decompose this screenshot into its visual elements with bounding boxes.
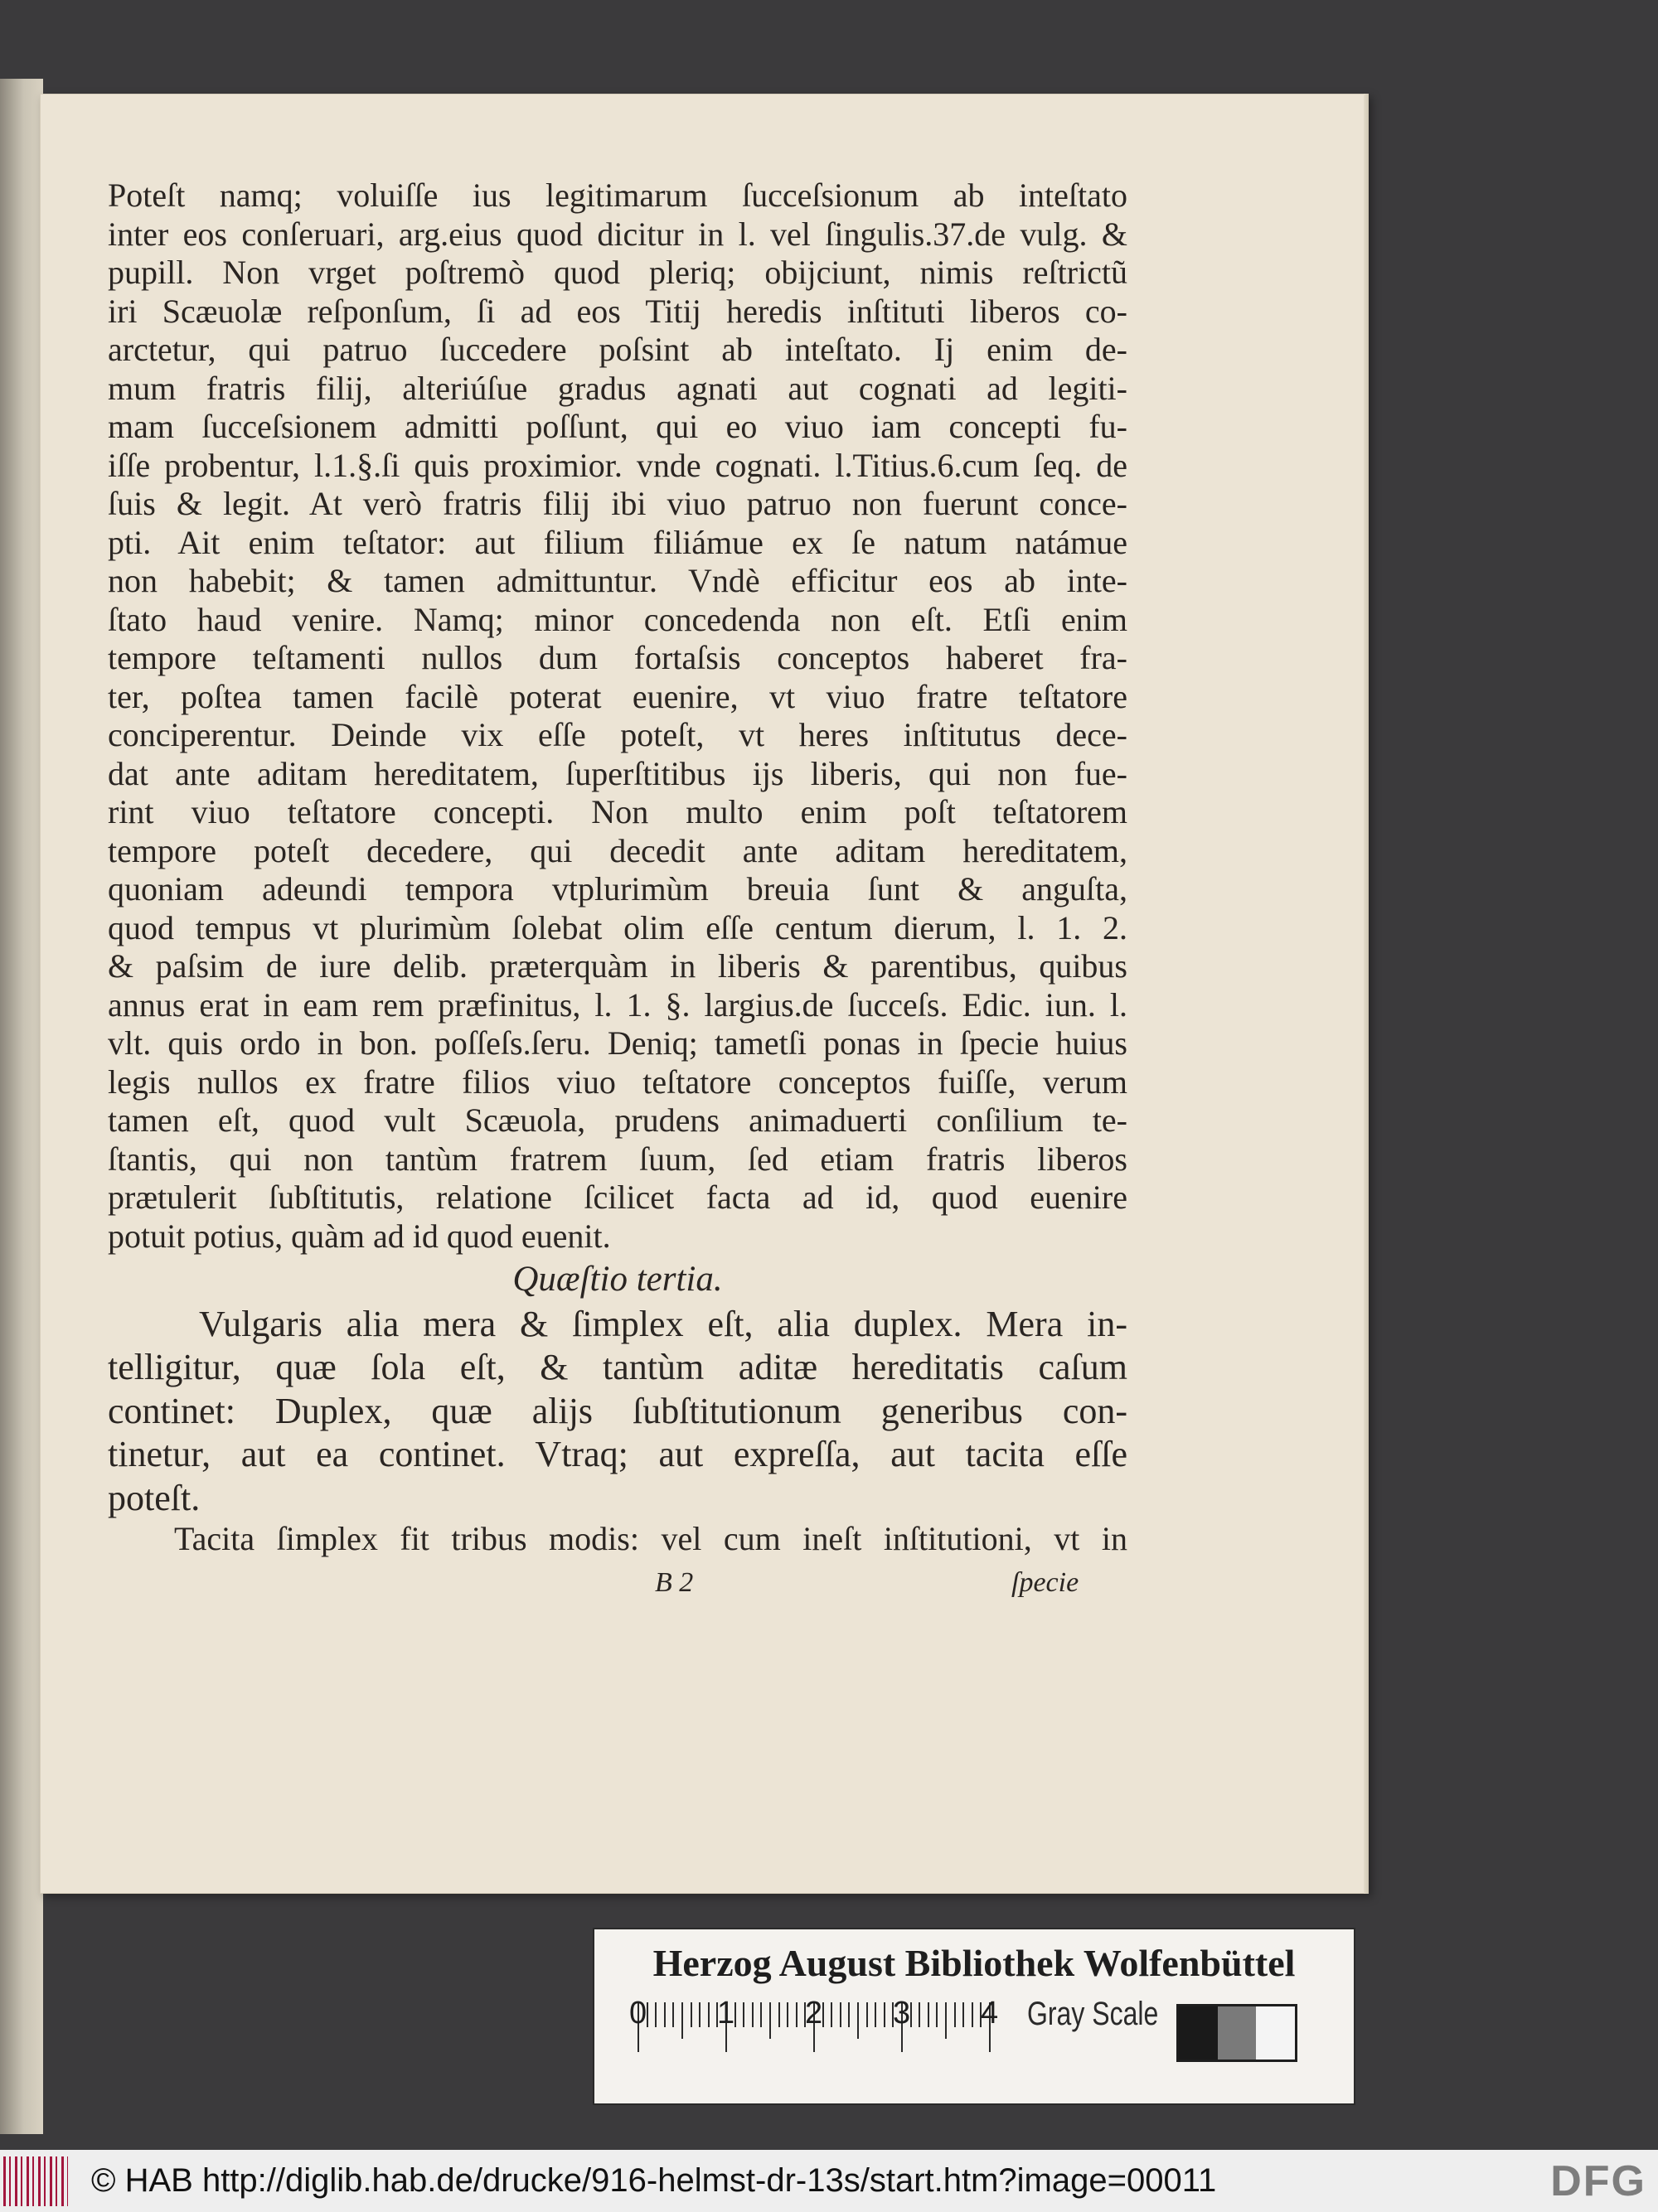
text-line: iſſe probentur, l.1.§.ſi quis proximior. vnde cognati. l.Titius.6.cum ſeq. de — [108, 446, 1127, 484]
footer-bar — [0, 2150, 1658, 2212]
text-line: pupill. Non vrget poſtremò quod pleriq; obijciunt, nimis reſtrictũ — [108, 254, 1127, 291]
text-line: telligitur, quæ ſola eſt, & tantùm aditæ hereditatis caſum — [108, 1347, 1127, 1387]
signature-mark: B 2 — [655, 1567, 694, 1598]
ruler-tick — [760, 2002, 762, 2027]
text-line: quoniam adeundi tempora vtplurimùm breuia ſunt & anguſta, — [108, 870, 1127, 908]
text-line: prætulerit ſubſtitutis, relatione ſcilicet facta ad id, quod euenire — [108, 1179, 1127, 1216]
text-line: annus erat in eam rem præfinitus, l. 1. §. largius.de ſucceſs. Edic. iun. l. — [108, 985, 1127, 1024]
ruler-tick — [954, 2002, 956, 2027]
text-line: non habebit; & tamen admittuntur. Vndè efficitur eos ab inte- — [108, 562, 1127, 599]
text-line: Vulgaris alia mera & ſimplex eſt, alia duplex. Mera in- — [199, 1303, 1127, 1344]
ruler-tick — [787, 2002, 788, 2027]
gray-scale-swatches — [1176, 2004, 1297, 2062]
ruler-tick — [962, 2002, 964, 2027]
text-line: tempore poteſt decedere, qui decedit ante aditam hereditatem, — [108, 831, 1127, 869]
ruler-tick — [840, 2002, 841, 2027]
text-line: ſtantis, qui non tantùm fratrem ſuum, ſed etiam fratris liberos — [108, 1140, 1127, 1178]
text-line: tempore teſtamenti nullos dum fortaſsis conceptos haberet fra- — [108, 639, 1127, 676]
text-line: ſtato haud venire. Namq; minor concedenda non eſt. Etſi enim — [108, 600, 1127, 638]
text-line: vlt. quis ordo in bon. poſſeſs.ſeru. Deniq; tametſi ponas in ſpecie huius — [108, 1024, 1127, 1062]
ruler-tick — [691, 2002, 692, 2027]
text-line: iri Scæuolæ reſponſum, ſi ad eos Titij heredis inſtituti liberos co- — [108, 292, 1127, 330]
text-line: Poteſt namq; voluiſſe ius legitimarum ſucceſsionum ab inteſtato — [108, 177, 1127, 214]
page-text — [108, 177, 1127, 1559]
question-heading: Quæſtio tertia. — [512, 1260, 723, 1299]
ruler-number: 4 — [981, 1996, 999, 2030]
swatch-mid — [1218, 2006, 1257, 2060]
ruler-tick — [848, 2002, 850, 2027]
ruler-tick — [936, 2002, 938, 2027]
text-line: ter, poſtea tamen facilè poterat euenire, vt viuo fratre teſtatore — [108, 677, 1127, 715]
ruler-tick — [664, 2002, 666, 2027]
text-line: continet: Duplex, quæ alijs ſubſtitutionum generibus con- — [108, 1390, 1127, 1431]
ruler-tick — [699, 2002, 701, 2027]
dfg-logo: DFG — [1550, 2156, 1646, 2205]
ruler-tick — [928, 2002, 929, 2027]
swatch-dark — [1179, 2006, 1218, 2060]
text-line: ſuis & legit. At verò fratris filij ibi viuo patruo non fuerunt conce- — [108, 485, 1127, 522]
ruler-tick — [769, 2002, 771, 2039]
ruler-tick — [672, 2002, 674, 2027]
ruler-tick — [681, 2002, 683, 2039]
library-name: Herzog August Bibliothek Wolfenbüttel — [652, 1942, 1296, 1984]
text-line: conciperentur. Deinde vix eſſe poteſt, vt heres inſtitutus dece- — [108, 716, 1127, 753]
ruler-tick — [945, 2002, 947, 2039]
text-line: quod tempus vt plurimùm ſolebat olim eſſe centum dierum, l. 1. 2. — [108, 908, 1127, 946]
text-line: rint viuo teſtatore concepti. Non multo enim poſt teſtatorem — [108, 793, 1127, 830]
text-line: tamen eſt, quod vult Scæuola, prudens animaduerti conſilium te- — [108, 1101, 1127, 1139]
text-line: mum fratris filij, alteriúſue gradus agnati aut cognati ad legiti- — [108, 369, 1127, 407]
ruler-tick — [919, 2002, 920, 2027]
ruler-tick — [884, 2002, 885, 2027]
ruler-tick — [866, 2002, 868, 2027]
catchword: ſpecie — [1011, 1567, 1079, 1598]
ruler-tick — [875, 2002, 876, 2027]
text-line: poteſt. — [108, 1477, 201, 1518]
ruler-tick — [752, 2002, 754, 2027]
gray-scale-label: Gray Scale — [1027, 1996, 1159, 2032]
color-calibration-bar — [593, 1928, 1355, 2105]
ruler-number: 3 — [893, 1996, 911, 2030]
ruler-tick — [972, 2002, 973, 2027]
hab-logo — [3, 2156, 68, 2206]
text-line: mam ſucceſsionem admitti poſſunt, qui eo viuo iam concepti fu- — [108, 408, 1127, 445]
swatch-light — [1256, 2006, 1295, 2060]
text-line: arctetur, qui patruo ſuccedere poſsint ab inteſtato. Ij enim de- — [108, 331, 1127, 368]
text-line: Tacita ſimplex fit tribus modis: vel cum ineſt inſtitutioni, vt in — [174, 1520, 1127, 1557]
ruler-tick — [831, 2002, 832, 2027]
ruler-tick — [708, 2002, 710, 2027]
book-page — [40, 94, 1369, 1894]
text-line: dat ante aditam hereditatem, ſuperſtitibus ijs liberis, qui non fue- — [108, 754, 1127, 792]
footer-url: © HAB http://diglib.hab.de/drucke/916-helmst-dr-13s/start.htm?image=00011 — [91, 2162, 1217, 2199]
adjacent-page-edge — [0, 79, 43, 2134]
text-line: tinetur, aut ea continet. Vtraq; aut expreſſa, aut tacita eſſe — [108, 1434, 1127, 1474]
ruler-number: 0 — [629, 1996, 647, 2030]
ruler-number: 1 — [717, 1996, 735, 2030]
text-line: potuit potius, quàm ad id quod euenit. — [108, 1217, 611, 1255]
text-line: legis nullos ex fratre filios viuo teſtatore conceptos fuiſſe, verum — [108, 1062, 1127, 1101]
ruler-tick — [655, 2002, 657, 2027]
ruler-tick — [743, 2002, 744, 2027]
ruler-tick — [778, 2002, 780, 2027]
text-line: inter eos conſeruari, arg.eius quod dicitur in l. vel ſingulis.37.de vulg. & — [108, 215, 1127, 253]
text-line: pti. Ait enim teſtator: aut filium filiámue ex ſe natum natámue — [108, 523, 1127, 561]
ruler-tick — [857, 2002, 859, 2039]
ruler-tick — [796, 2002, 797, 2027]
ruler-number: 2 — [805, 1996, 823, 2030]
text-line: & paſsim de iure delib. præterquàm in liberis & parentibus, quibus — [108, 947, 1127, 985]
